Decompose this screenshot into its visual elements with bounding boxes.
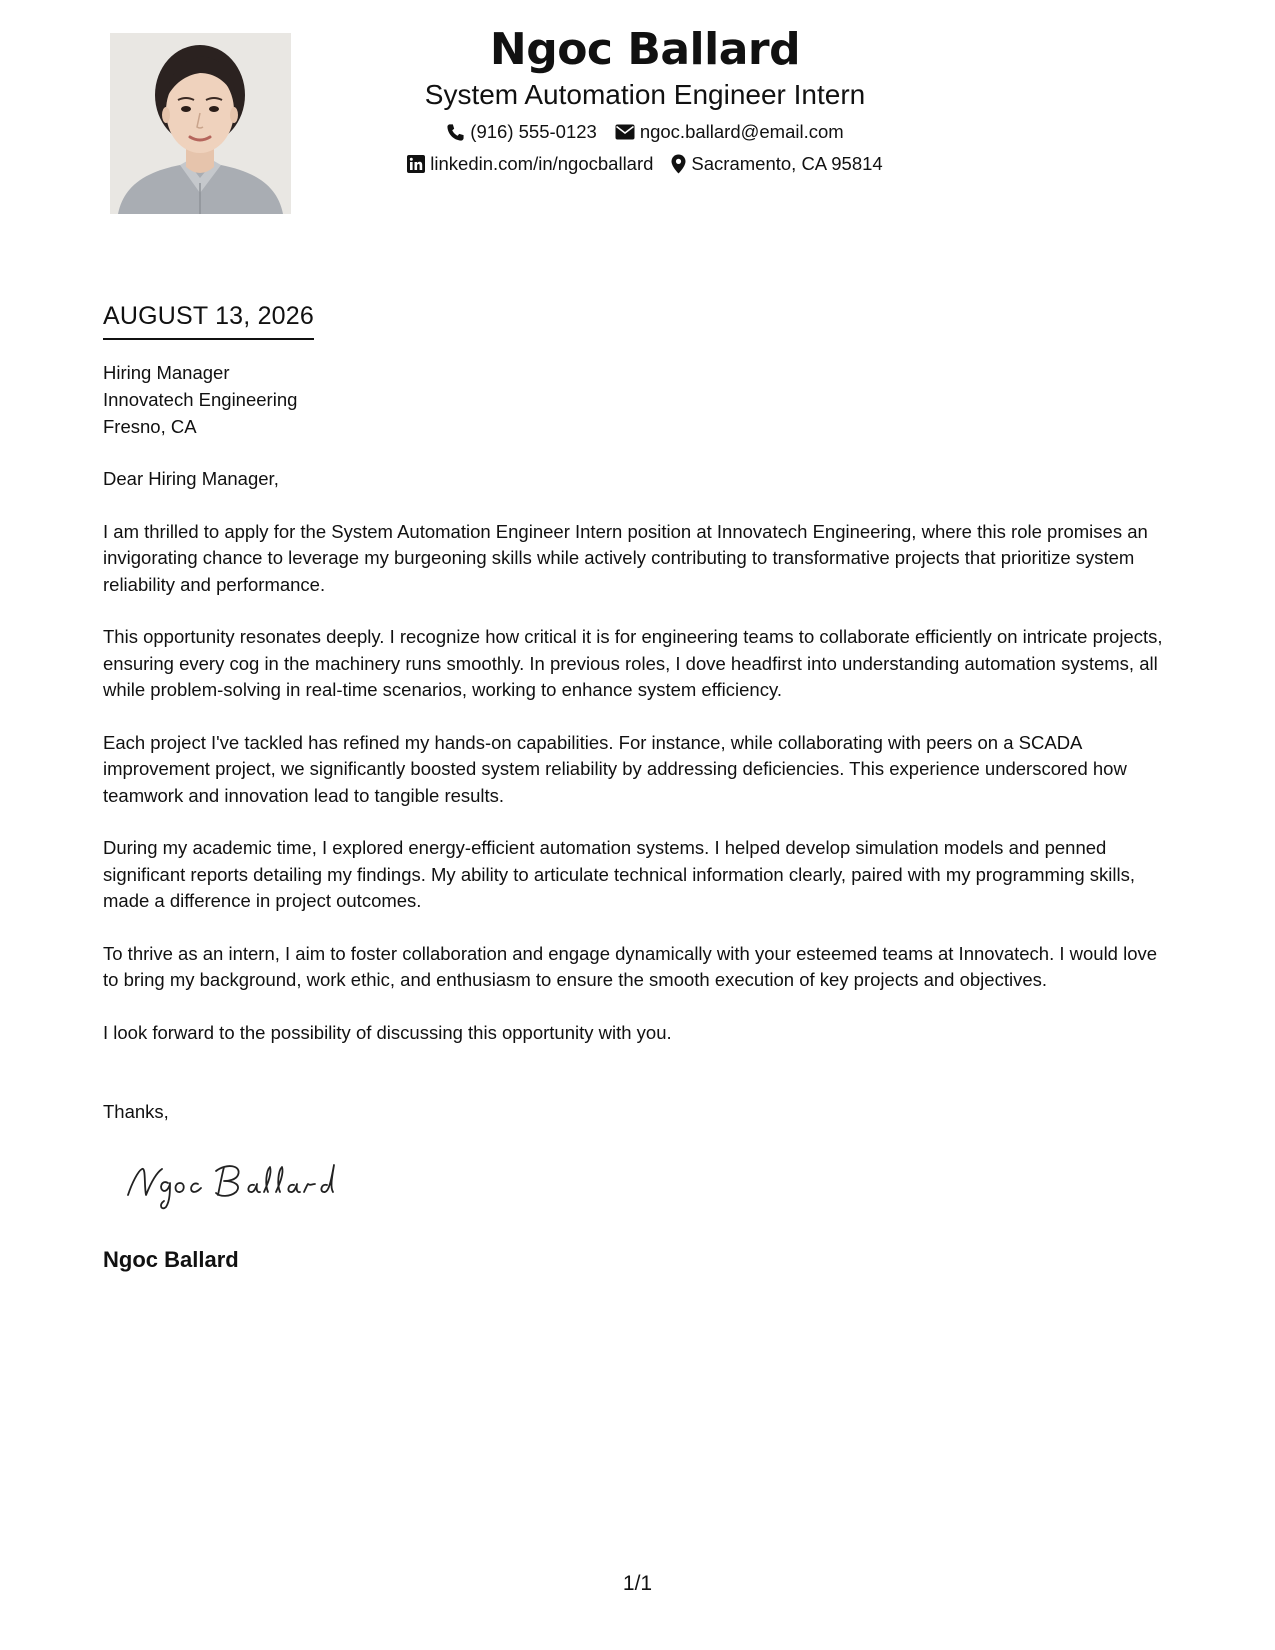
phone-icon <box>446 123 465 142</box>
portrait-image <box>110 33 291 214</box>
salutation: Dear Hiring Manager, <box>103 468 279 489</box>
profile-photo <box>110 33 291 214</box>
email-text: ngoc.ballard@email.com <box>639 121 844 142</box>
letter-body <box>103 466 1175 1072</box>
contact-linkedin[interactable] <box>407 152 653 176</box>
contact-email[interactable] <box>615 120 844 144</box>
applicant-name: Ngoc Ballard <box>489 24 801 75</box>
applicant-role: System Automation Engineer Intern <box>424 79 866 110</box>
paragraph: During my academic time, I explored energy-efficient automation systems. I helped develop simulation models and penned significant reports detailing my findings. My ability to articulate technical information clearly, paired with my programming skills, made a difference in project outcomes. <box>103 837 1135 911</box>
letter-date: AUGUST 13, 2026 <box>103 300 314 340</box>
location-pin-icon <box>671 154 686 174</box>
contact-phone[interactable] <box>446 120 597 144</box>
phone-text: (916) 555-0123 <box>470 121 597 142</box>
signer-name: Ngoc Ballard <box>103 1247 239 1272</box>
paragraph: I look forward to the possibility of discussing this opportunity with you. <box>103 1021 672 1043</box>
linkedin-icon <box>407 155 425 173</box>
recipient-company: Innovatech Engineering <box>103 389 298 410</box>
paragraph: Each project I've tackled has refined my hands-on capabilities. For instance, while collaborating with peers on a SCADA improvement project, we significantly boosted system reliability by addressing deficiencies. This experience underscored how teamwork and innovation lead to tangible results. <box>103 731 1127 806</box>
contact-row-primary <box>330 120 960 144</box>
paragraph: To thrive as an intern, I aim to foster collaboration and engage dynamically with your esteemed teams at Innovatech. I would love to bring my background, work ethic, and enthusiasm to ensure the smooth execution of key projects and objectives. <box>103 942 1158 990</box>
letter-header <box>330 20 960 176</box>
recipient-block <box>103 359 297 440</box>
paragraph: This opportunity resonates deeply. I recognize how critical it is for engineering teams to collaborate efficiently on intricate projects, ensuring every cog in the machinery runs smoothly. In previous roles, I dove headfirst into understanding automation systems, all while problem-solving in real-time scenarios, working to enhance system efficiency. <box>103 626 1163 700</box>
linkedin-text: linkedin.com/in/ngocballard <box>430 153 654 174</box>
paragraph: I am thrilled to apply for the System Automation Engineer Intern position at Innovatech Engineering, where this role promises an invigorating chance to leverage my burgeoning skills while actively contributing to transformative projects that prioritize system reliability and performance. <box>103 520 1148 595</box>
recipient-city: Fresno, CA <box>103 416 197 437</box>
location-text: Sacramento, CA 95814 <box>691 153 883 174</box>
contact-row-secondary <box>330 152 960 176</box>
email-icon <box>615 124 635 140</box>
contact-location <box>671 152 882 176</box>
recipient-title: Hiring Manager <box>103 362 230 383</box>
signature <box>124 1155 344 1220</box>
page-number: 1/1 <box>622 1572 653 1595</box>
closing: Thanks, <box>103 1101 169 1122</box>
signature-image <box>124 1155 344 1215</box>
